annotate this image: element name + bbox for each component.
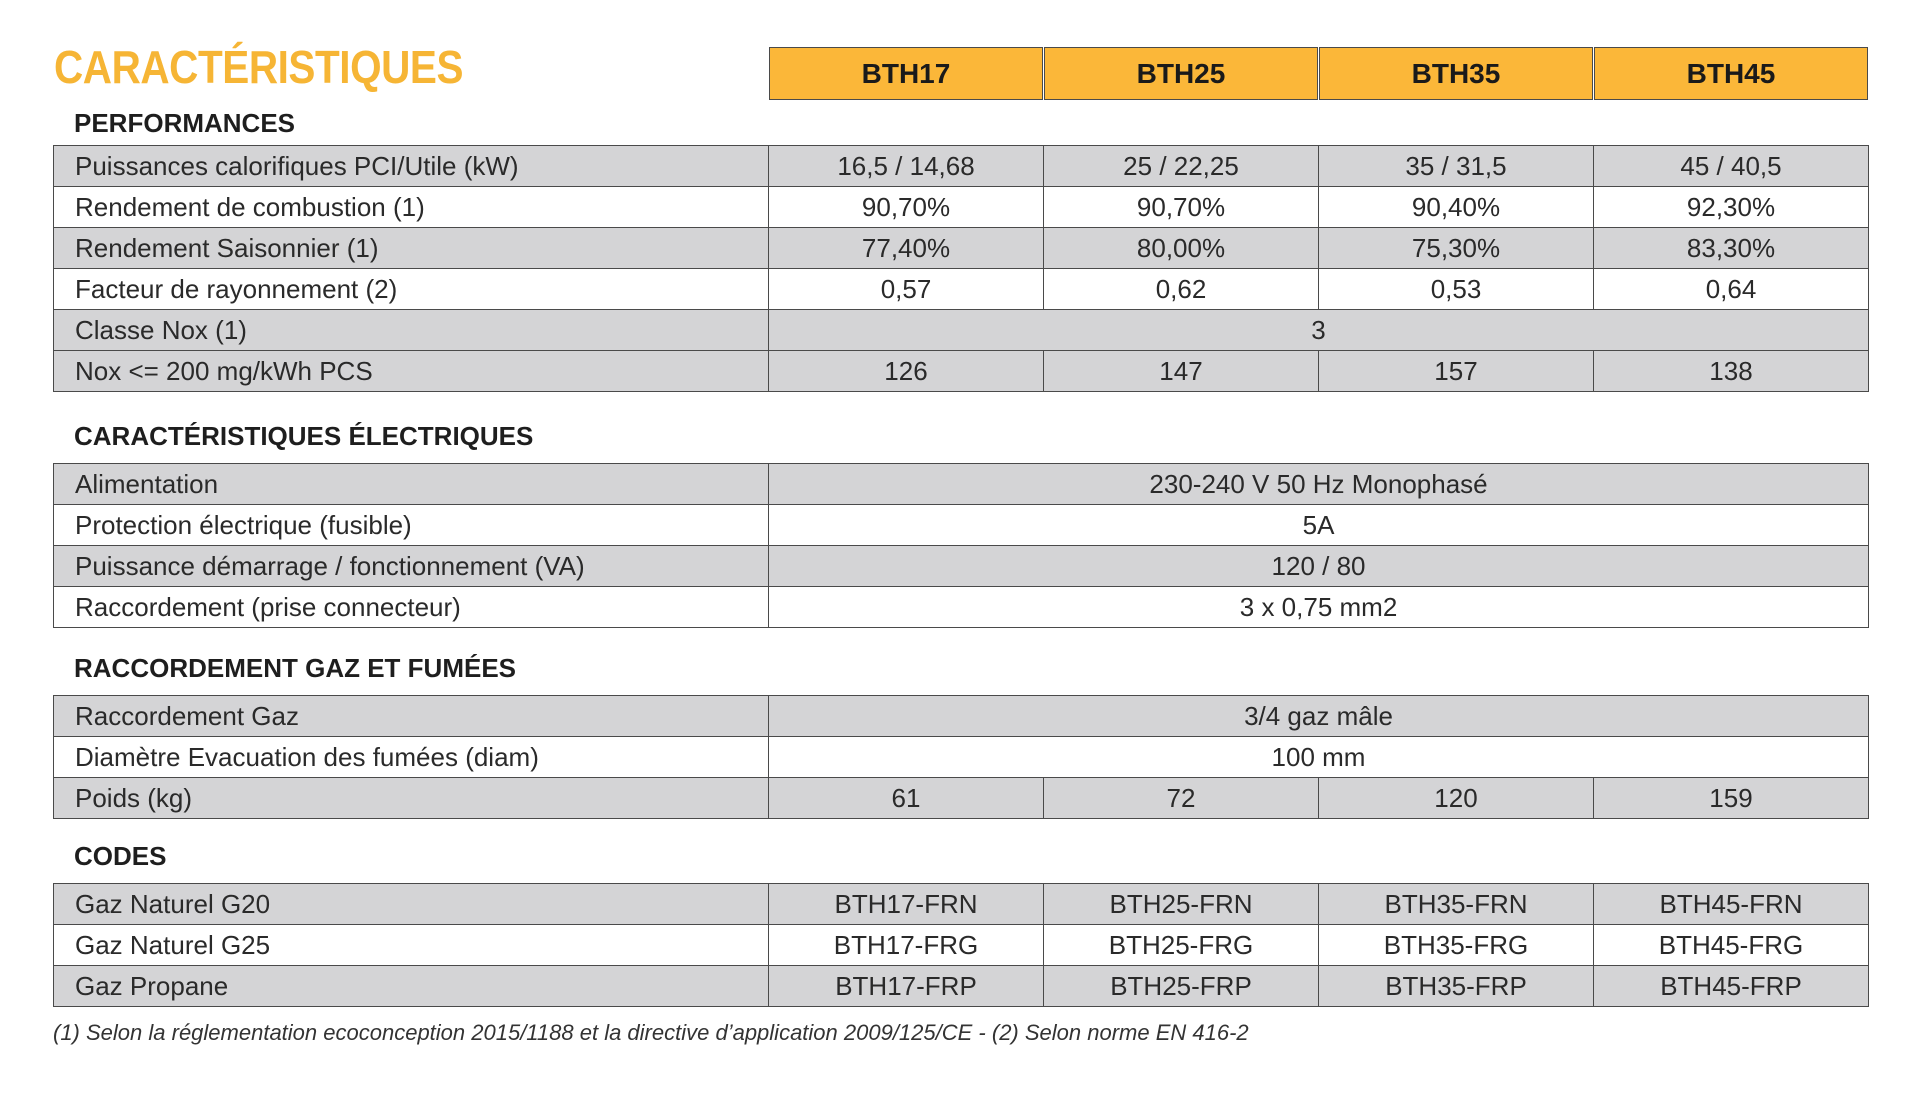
cell-value: 0,53 [1319,269,1594,310]
cell-value: 35 / 31,5 [1319,146,1594,187]
cell-value: 77,40% [769,228,1044,269]
table-row [54,696,1869,737]
cell-value-merged: 3 [769,310,1869,351]
cell-value: 90,70% [769,187,1044,228]
cell-value: BTH17-FRP [769,966,1044,1007]
cell-value: 126 [769,351,1044,392]
cell-value: 45 / 40,5 [1594,146,1869,187]
cell-value: BTH25-FRN [1044,884,1319,925]
table-gaz [53,695,1869,819]
cell-value: 83,30% [1594,228,1869,269]
table-electriques [53,463,1869,628]
cell-value: BTH17-FRG [769,925,1044,966]
cell-value: 157 [1319,351,1594,392]
table-row [54,187,1869,228]
model-header-bth25: BTH25 [1044,47,1318,100]
row-label: Rendement de combustion (1) [54,187,769,228]
table-row [54,737,1869,778]
section-title-gaz: RACCORDEMENT GAZ ET FUMÉES [74,653,516,683]
table-row [54,778,1869,819]
section-title-codes: CODES [74,841,167,871]
row-label: Classe Nox (1) [54,310,769,351]
cell-value: 25 / 22,25 [1044,146,1319,187]
model-header-bth17: BTH17 [769,47,1043,100]
cell-value: BTH25-FRG [1044,925,1319,966]
cell-value: BTH25-FRP [1044,966,1319,1007]
row-label: Gaz Propane [54,966,769,1007]
cell-value-merged: 230-240 V 50 Hz Monophasé [769,464,1869,505]
table-row [54,351,1869,392]
cell-value: 0,62 [1044,269,1319,310]
page-title: CARACTÉRISTIQUES [54,41,464,93]
row-label: Raccordement (prise connecteur) [54,587,769,628]
table-row [54,546,1869,587]
cell-value: 0,64 [1594,269,1869,310]
cell-value-merged: 5A [769,505,1869,546]
row-label: Puissances calorifiques PCI/Utile (kW) [54,146,769,187]
cell-value: 75,30% [1319,228,1594,269]
cell-value: BTH45-FRN [1594,884,1869,925]
row-label: Puissance démarrage / fonctionnement (VA) [54,546,769,587]
cell-value-merged: 3 x 0,75 mm2 [769,587,1869,628]
table-performances [53,145,1869,392]
table-row [54,884,1869,925]
table-row [54,505,1869,546]
row-label: Gaz Naturel G20 [54,884,769,925]
table-row [54,269,1869,310]
cell-value: 0,57 [769,269,1044,310]
cell-value: 16,5 / 14,68 [769,146,1044,187]
cell-value-merged: 120 / 80 [769,546,1869,587]
table-row [54,587,1869,628]
cell-value: 80,00% [1044,228,1319,269]
model-header-bth35: BTH35 [1319,47,1593,100]
table-row [54,310,1869,351]
section-title-electriques: CARACTÉRISTIQUES ÉLECTRIQUES [74,421,534,451]
cell-value: 120 [1319,778,1594,819]
row-label: Facteur de rayonnement (2) [54,269,769,310]
row-label: Rendement Saisonnier (1) [54,228,769,269]
row-label: Protection électrique (fusible) [54,505,769,546]
cell-value: 61 [769,778,1044,819]
table-row [54,925,1869,966]
table-row [54,228,1869,269]
table-row [54,146,1869,187]
section-title-performances: PERFORMANCES [74,108,296,138]
table-row [54,464,1869,505]
cell-value: 159 [1594,778,1869,819]
cell-value: BTH35-FRP [1319,966,1594,1007]
model-header-bth45: BTH45 [1594,47,1868,100]
footnote: (1) Selon la réglementation ecoconception 2015/1188 et la directive d’application 2009/125/CE - (2) Selon norme EN 416-2 [53,1020,1249,1045]
row-label: Gaz Naturel G25 [54,925,769,966]
cell-value: BTH17-FRN [769,884,1044,925]
cell-value: BTH45-FRP [1594,966,1869,1007]
row-label: Diamètre Evacuation des fumées (diam) [54,737,769,778]
cell-value-merged: 100 mm [769,737,1869,778]
table-codes [53,883,1869,1007]
cell-value: BTH35-FRG [1319,925,1594,966]
cell-value: 90,40% [1319,187,1594,228]
cell-value-merged: 3/4 gaz mâle [769,696,1869,737]
cell-value: BTH45-FRG [1594,925,1869,966]
cell-value: BTH35-FRN [1319,884,1594,925]
cell-value: 92,30% [1594,187,1869,228]
table-row [54,966,1869,1007]
row-label: Nox <= 200 mg/kWh PCS [54,351,769,392]
cell-value: 147 [1044,351,1319,392]
row-label: Raccordement Gaz [54,696,769,737]
cell-value: 138 [1594,351,1869,392]
row-label: Poids (kg) [54,778,769,819]
cell-value: 90,70% [1044,187,1319,228]
row-label: Alimentation [54,464,769,505]
cell-value: 72 [1044,778,1319,819]
